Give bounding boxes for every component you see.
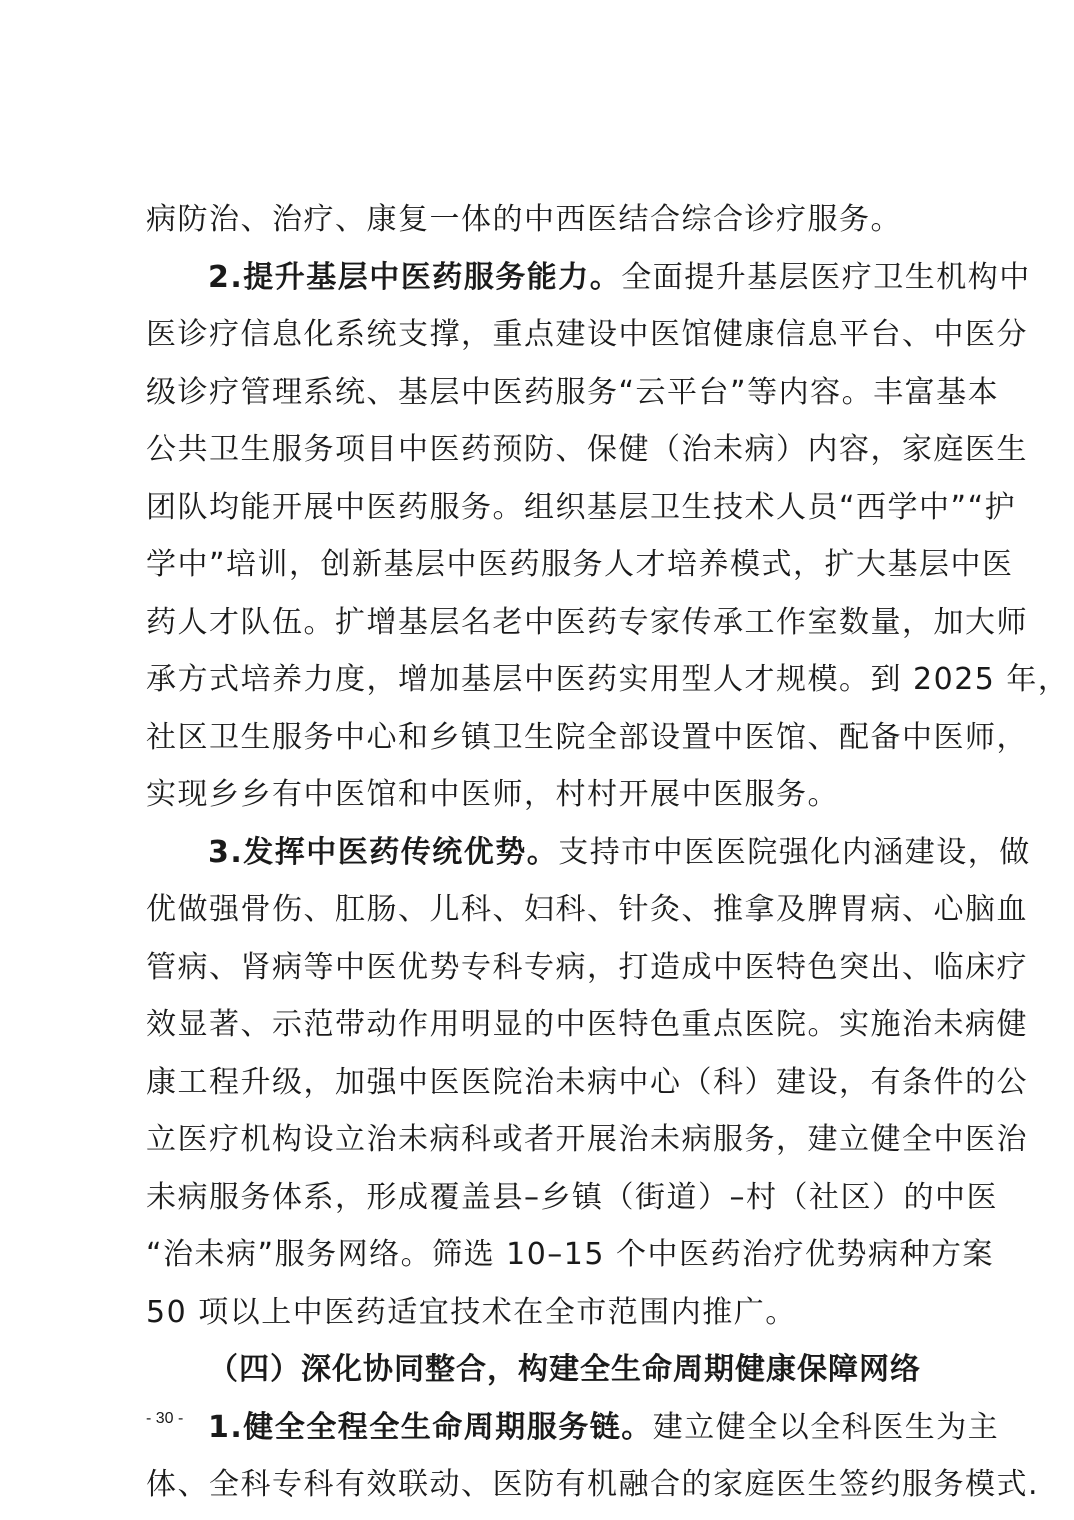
- text-line: 管病、肾病等中医优势专科专病，打造成中医特色突出、临床疗: [146, 949, 1028, 985]
- text-line: 未病服务体系，形成覆盖县–乡镇（街道）–村（社区）的中医: [146, 1179, 998, 1215]
- paragraph-heading: 1.健全全程全生命周期服务链。: [208, 1409, 653, 1445]
- text-line: 病防治、治疗、康复一体的中西医结合综合诊疗服务。: [146, 202, 902, 237]
- text-line: 医诊疗信息化系统支撑，重点建设中医馆健康信息平台、中医分: [146, 317, 1028, 352]
- paragraph-first-line: [146, 824, 1031, 882]
- text-line: 体、全科专科有效联动、医防有机融合的家庭医生签约服务模式.: [146, 1467, 1040, 1502]
- text-line: 立医疗机构设立治未病科或者开展治未病服务，建立健全中医治: [146, 1122, 1028, 1157]
- paragraph-heading: 3.发挥中医药传统优势。: [208, 834, 559, 870]
- text-line: 社区卫生服务中心和乡镇卫生院全部设置中医馆、配备中医师，: [146, 719, 1028, 755]
- text-line: 效显著、示范带动作用明显的中医特色重点医院。实施治未病健: [146, 1007, 1028, 1042]
- document-body: [146, 191, 1070, 1514]
- section-heading: （四）深化协同整合，构建全生命周期健康保障网络: [208, 1352, 921, 1387]
- text-line: 优做强骨伤、肛肠、儿科、妇科、针灸、推拿及脾胃病、心脑血: [146, 892, 1028, 927]
- text-line: 团队均能开展中医药服务。组织基层卫生技术人员“西学中”“护: [146, 489, 1017, 525]
- paragraph-text: 建立健全以全科医生为主: [652, 1409, 1000, 1445]
- text-line: 康工程升级，加强中医医院治未病中心（科）建设，有条件的公: [146, 1064, 1028, 1100]
- paragraph-text: 支持市中医医院强化内涵建设，做: [558, 834, 1031, 870]
- text-line: 公共卫生服务项目中医药预防、保健（治未病）内容，家庭医生: [146, 432, 1028, 467]
- paragraph-first-line: [146, 249, 1031, 307]
- text-line: 50 项以上中医药适宜技术在全市范围内推广。: [146, 1294, 797, 1330]
- text-line: 承方式培养力度，增加基层中医药实用型人才规模。到 2025 年，: [146, 662, 1070, 697]
- text-line: 药人才队伍。扩增基层名老中医药专家传承工作室数量，加大师: [146, 604, 1028, 640]
- text-line: 实现乡乡有中医馆和中医师，村村开展中医服务。: [146, 777, 839, 812]
- paragraph-heading: 2.提升基层中医药服务能力。: [208, 259, 622, 295]
- text-line: 学中”培训，创新基层中医药服务人才培养模式，扩大基层中医: [146, 547, 1014, 582]
- paragraph-text: 全面提升基层医疗卫生机构中: [621, 259, 1031, 295]
- text-line: 级诊疗管理系统、基层中医药服务“云平台”等内容。丰富基本: [146, 374, 1000, 410]
- page-number: - 30 -: [146, 1410, 184, 1427]
- text-line: “治未病”服务网络。筛选 10–15 个中医药治疗优势病种方案: [146, 1237, 995, 1272]
- paragraph-first-line: [146, 1399, 1000, 1457]
